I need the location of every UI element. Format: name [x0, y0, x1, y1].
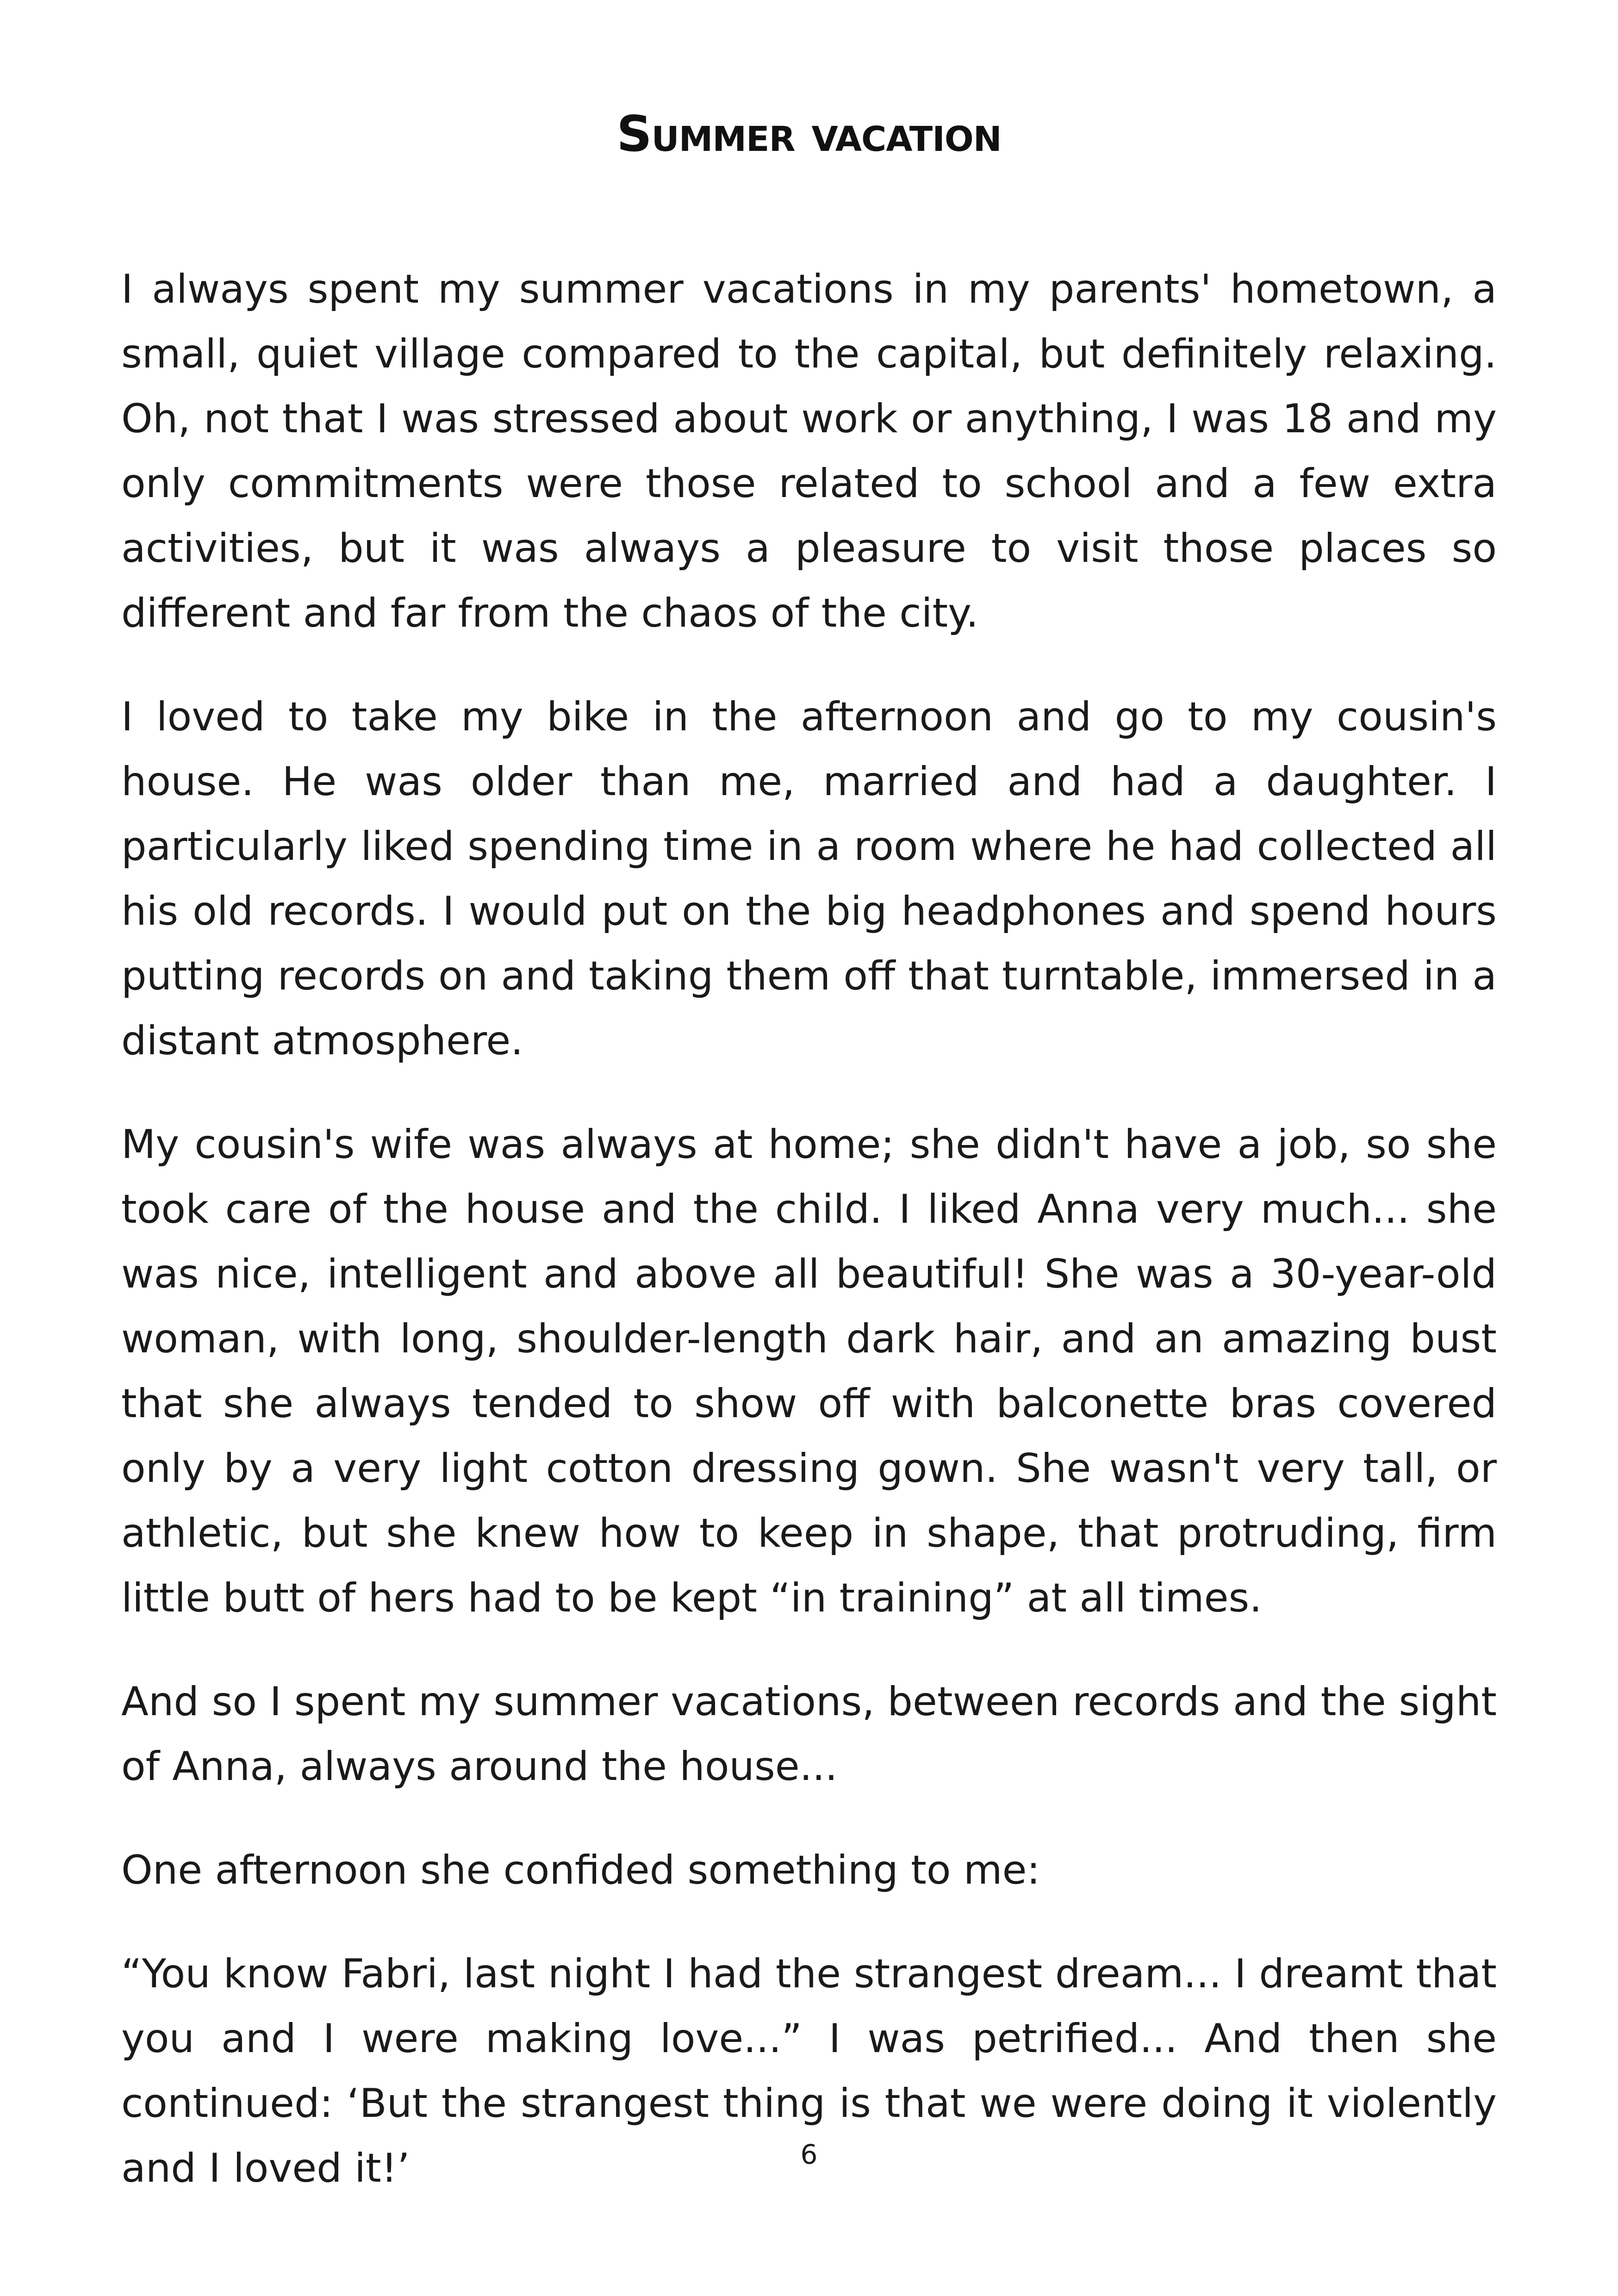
paragraph-1: I always spent my summer vacations in my parents' hometown, a small, quiet village compared to the capital, but definitely relaxing. Oh, not that I was stressed about work or anything, I was 18 and my only commitments were those related to school and a few extra activities, but it was always a pleasure to visit those places so different and far from the chaos of the city.	[121, 266, 1497, 636]
chapter-title: Summer vacation	[616, 106, 1002, 162]
paragraph-2: I loved to take my bike in the afternoon and go to my cousin's house. He was older than me, married and had a daughter. I particularly liked spending time in a room where he had collected all his old records. I would put on the big headphones and spend hours putting records on and taking them off that turntable, immersed in a distant atmosphere.	[121, 694, 1497, 1064]
paragraph-4: And so I spent my summer vacations, between records and the sight of Anna, always around the house...	[121, 1679, 1497, 1790]
paragraph-5: One afternoon she confided something to me:	[121, 1847, 1040, 1893]
paragraph-3: My cousin's wife was always at home; she didn't have a job, so she took care of the house and the child. I liked Anna very much... she was nice, intelligent and above all beautiful! She was a 30-year-old woman, with long, shoulder-length dark hair, and an amazing bust that she always tended to show off with balconette bras covered only by a very light cotton dressing gown. She wasn't very tall, or athletic, but she knew how to keep in shape, that protruding, firm little butt of hers had to be kept “in training” at all times.	[121, 1121, 1497, 1621]
page-number: 6	[800, 2139, 818, 2170]
body-text	[121, 257, 1497, 2240]
paragraph-6: “You know Fabri, last night I had the strangest dream... I dreamt that you and I were making love...” I was petrified... And then she continued: ‘But the strangest thing is that we were doing it violently and I loved it!’	[121, 1951, 1497, 2191]
